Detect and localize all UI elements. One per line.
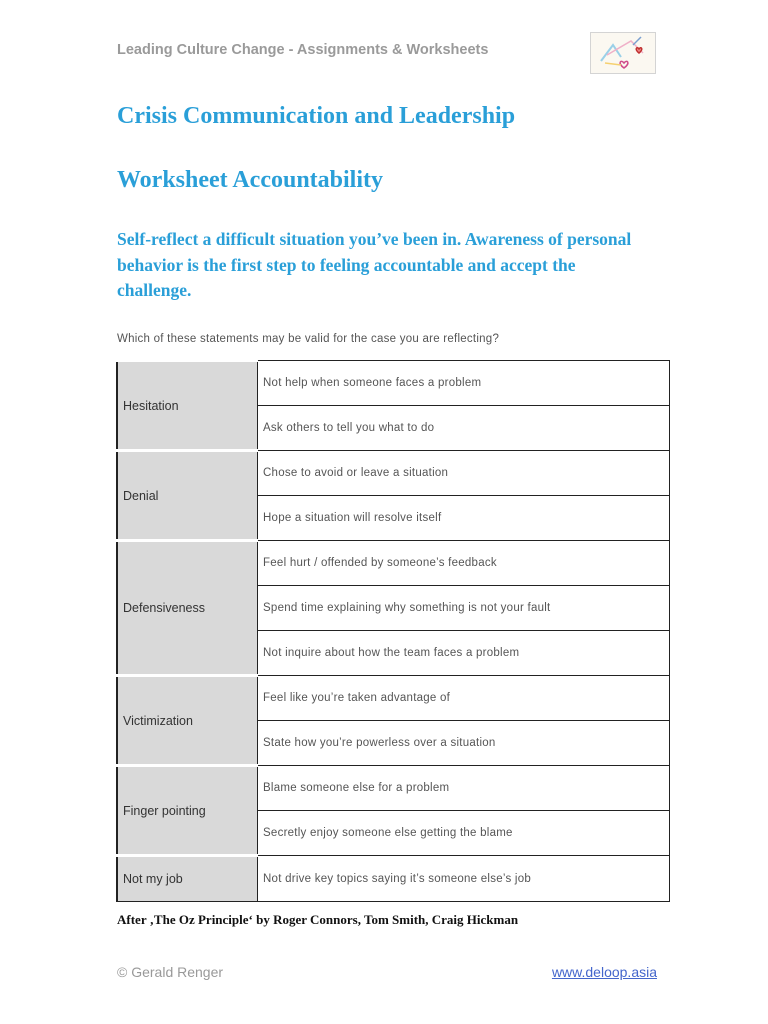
table-row — [117, 676, 670, 721]
statement-cell: Not drive key topics saying it’s someone else’s job — [258, 856, 670, 902]
statement-cell: Not help when someone faces a problem — [258, 361, 670, 406]
category-cell: Hesitation — [117, 361, 258, 451]
statement-cell: Chose to avoid or leave a situation — [258, 451, 670, 496]
logo — [590, 32, 656, 74]
worksheet-title: Worksheet Accountability — [117, 167, 384, 193]
statements-table — [116, 359, 670, 902]
category-cell: Denial — [117, 451, 258, 541]
table-row — [117, 361, 670, 406]
category-cell: Finger pointing — [117, 766, 258, 856]
statement-cell: Ask others to tell you what to do — [258, 406, 670, 451]
hand-drawn-figures-logo-icon — [591, 33, 655, 73]
table-row — [117, 451, 670, 496]
question-text: Which of these statements may be valid for the case you are reflecting? — [117, 333, 500, 345]
statement-cell: Blame someone else for a problem — [258, 766, 670, 811]
intro-text: Self-reflect a difficult situation you’ve been in. Awareness of personal behavior is the first step to feeling accountable and accept the challenge. — [117, 229, 632, 300]
table-row — [117, 541, 670, 586]
main-title: Crisis Communication and Leadership — [117, 103, 516, 129]
category-cell: Victimization — [117, 676, 258, 766]
statement-cell: Spend time explaining why something is not your fault — [258, 586, 670, 631]
statement-cell: Secretly enjoy someone else getting the blame — [258, 811, 670, 856]
statement-cell: Hope a situation will resolve itself — [258, 496, 670, 541]
citation: After ‚The Oz Principle‘ by Roger Connors, Tom Smith, Craig Hickman — [117, 912, 519, 927]
statement-cell: Feel like you’re taken advantage of — [258, 676, 670, 721]
table-row — [117, 856, 670, 902]
statement-cell: Feel hurt / offended by someone’s feedback — [258, 541, 670, 586]
table-row — [117, 766, 670, 811]
category-cell: Not my job — [117, 856, 258, 902]
category-cell: Defensiveness — [117, 541, 258, 676]
header-title: Leading Culture Change - Assignments & Worksheets — [117, 42, 489, 58]
website-link[interactable]: www.deloop.asia — [551, 964, 657, 980]
statement-cell: State how you’re powerless over a situation — [258, 721, 670, 766]
statement-cell: Not inquire about how the team faces a problem — [258, 631, 670, 676]
copyright: © Gerald Renger — [117, 964, 224, 980]
